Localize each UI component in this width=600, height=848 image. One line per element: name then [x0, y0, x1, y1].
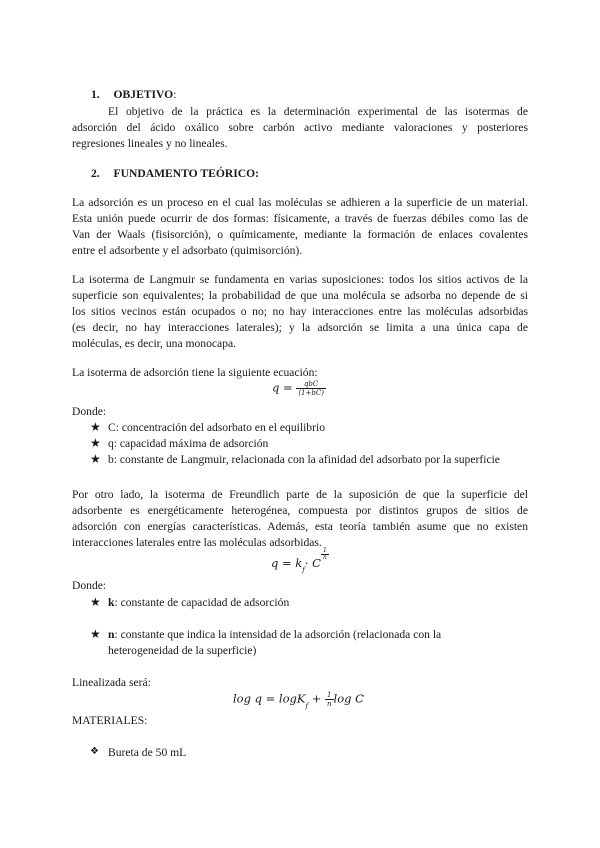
- linealizada-eq-frac-den: n: [327, 700, 332, 708]
- star-icon: ★: [90, 627, 101, 641]
- materiales-item-1: Bureta de 50 mL: [108, 746, 187, 759]
- freundlich-exp-num: 1: [321, 548, 329, 555]
- diamond-icon: ❖: [90, 746, 99, 757]
- langmuir-eq-fraction: [296, 380, 326, 397]
- section-1-line-3: regresiones lineales y no lineales.: [72, 137, 228, 150]
- para-1-line-2: Esta unión puede ocurrir de dos formas: físicamente, a través de fuerzas débiles como las de: [72, 212, 528, 225]
- linealizada-label: Linealizada será:: [72, 676, 151, 689]
- para-3-line-3: adsorción con energías características. Además, esta teoría también asume que no existen: [72, 520, 528, 533]
- para-2-line-4: (es decir, no hay interacciones laterales); y la adsorción se limita a una única capa de: [72, 321, 528, 334]
- freundlich-equation: [271, 546, 329, 574]
- para-3-line-2: adsorbente es energéticamente heterogénea, compuesta por distintos grupos de sitios de: [72, 504, 528, 517]
- section-1-line-2: adsorción del ácido oxálico sobre carbón activo mediante valoraciones y posteriores: [72, 121, 528, 134]
- section-1-line-1: El objetivo de la práctica es la determinación experimental de las isotermas de: [108, 105, 528, 118]
- langmuir-eq-numerator: qbC: [296, 380, 326, 389]
- materiales-title: MATERIALES:: [72, 714, 148, 727]
- langmuir-eq-denominator: (1+bC): [298, 389, 324, 397]
- star-icon: ★: [90, 595, 101, 609]
- para-2-line-2: superficie son equivalentes; la probabilidad de que una molécula se adsorba no depende de si: [72, 289, 528, 302]
- linealizada-eq-fraction: [325, 691, 334, 708]
- langmuir-equation: [272, 380, 326, 397]
- freundlich-exp-den: n: [323, 553, 327, 561]
- langmuir-bullet-1: C: concentración del adsorbato en el equilibrio: [108, 421, 325, 434]
- linealizada-eq-left: log q = logK: [233, 691, 306, 706]
- freundlich-eq-dot-c: · C: [304, 556, 321, 570]
- langmuir-eq-lhs: q =: [272, 380, 293, 395]
- freundlich-donde: Donde:: [72, 579, 107, 592]
- para-3-line-4: interacciones laterales entre las moléculas adsorbidas.: [72, 536, 322, 549]
- para-1-line-3: Van der Waals (fisisorción), o químicamente, mediante la formación de enlaces covalentes: [72, 228, 528, 241]
- freundlich-bullet-2-line-1: : constante que indica la intensidad de la adsorción (relacionada con la: [114, 628, 442, 641]
- star-icon: ★: [90, 436, 101, 450]
- linealizada-eq-plus: +: [308, 691, 326, 706]
- section-2-number: 2.: [91, 167, 100, 180]
- para-2-line-1: La isoterma de Langmuir se fundamenta en varias suposiciones: todos los sitios activos de la: [72, 273, 528, 286]
- linealizada-eq-right: log C: [333, 691, 364, 706]
- para-2-line-5: moléculas, es decir, una monocapa.: [72, 337, 237, 350]
- para-3-line-1: Por otro lado, la isoterma de Freundlich parte de la suposición de que la superficie del: [72, 488, 528, 501]
- section-2-title: FUNDAMENTO TEÓRICO:: [113, 167, 259, 180]
- langmuir-bullet-2: q: capacidad máxima de adsorción: [108, 437, 269, 450]
- freundlich-bullet-1: [108, 596, 289, 609]
- linealizada-eq-sub: f: [305, 701, 309, 710]
- section-2-heading: [91, 167, 259, 180]
- freundlich-bullet-2-line-2: heterogeneidad de la superficie): [108, 644, 257, 657]
- linealizada-equation: [233, 691, 364, 708]
- freundlich-bullet-1-symbol: k: [108, 596, 115, 609]
- section-1-colon: :: [173, 88, 177, 101]
- para-2-line-3: los sitios vecinos están ocupados o no; no hay interacciones entre las moléculas adsorbidas: [72, 305, 528, 318]
- section-1-heading: [91, 88, 176, 101]
- linealizada-eq-frac-num: 1: [325, 691, 334, 700]
- freundlich-bullet-2: [108, 628, 441, 641]
- para-1-line-1: La adsorción es un proceso en el cual las moléculas se adhieren a la superficie de un material.: [72, 196, 528, 209]
- langmuir-bullet-3: b: constante de Langmuir, relacionada con la afinidad del adsorbato por la superficie: [108, 453, 500, 466]
- freundlich-bullet-1-text: : constante de capacidad de adsorción: [114, 596, 290, 609]
- freundlich-bullet-2-symbol: n: [108, 628, 115, 641]
- section-1-number: 1.: [91, 88, 100, 101]
- langmuir-intro: La isoterma de adsorción tiene la siguiente ecuación:: [72, 366, 318, 379]
- star-icon: ★: [90, 420, 101, 434]
- freundlich-eq-sub: f: [302, 566, 305, 574]
- para-1-line-4: entre el adsorbente y el adsorbato (quimisorción).: [72, 244, 303, 257]
- star-icon: ★: [90, 452, 101, 466]
- freundlich-eq-exponent: [321, 548, 329, 561]
- langmuir-donde: Donde:: [72, 405, 107, 418]
- section-1-title: OBJETIVO: [113, 88, 174, 101]
- freundlich-eq-lhs: q = k: [271, 556, 303, 570]
